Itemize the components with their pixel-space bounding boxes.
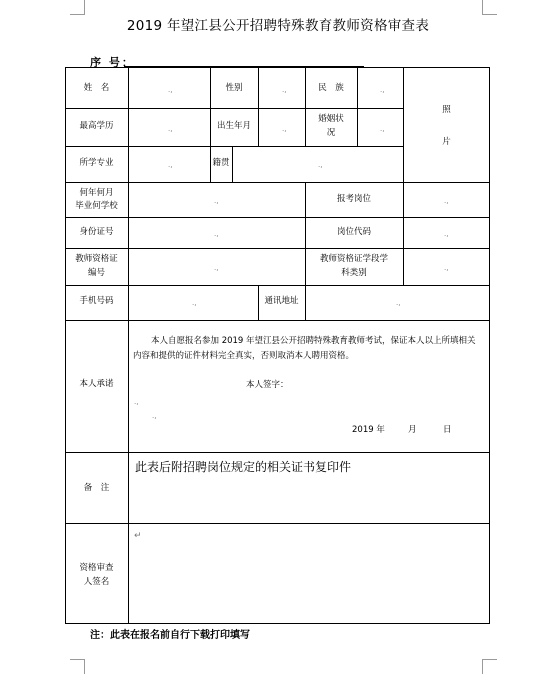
address-label: 通讯地址 — [264, 296, 299, 306]
cert-type-label: 科类别 — [341, 268, 367, 278]
cert-number-label: 教师资格证 — [75, 254, 118, 264]
footer-note: 注：此表在报名前自行下载打印填写 — [90, 630, 250, 641]
reviewer-label: 资格审查 — [79, 563, 114, 573]
cell-mark: ., — [152, 412, 157, 420]
page-corner-mark — [482, 0, 497, 15]
column-divider — [258, 67, 259, 146]
position-label: 报考岗位 — [336, 194, 371, 204]
marital-label: 婚姻状 — [318, 114, 344, 124]
graduation-label: 毕业何学校 — [75, 201, 118, 211]
document-title: 2019 年望江县公开招聘特殊教育教师资格审查表 — [126, 18, 430, 34]
position-code-label: 岗位代码 — [336, 227, 371, 237]
row-divider — [65, 146, 403, 147]
id-number-label: 身份证号 — [79, 227, 114, 237]
column-divider — [305, 285, 306, 320]
cert-type-label: 教师资格证学段学 — [319, 254, 388, 264]
cell-mark: ., — [214, 264, 219, 272]
cell-mark: ., — [282, 125, 287, 133]
commitment-label: 本人承诺 — [79, 379, 114, 389]
cell-mark: ., — [168, 86, 173, 94]
name-label: 姓 名 — [83, 83, 110, 93]
cell-mark: ., — [134, 398, 139, 406]
ethnicity-label: 民 族 — [318, 83, 344, 93]
cell-mark: ., — [444, 264, 449, 272]
remarks-text: 此表后附招聘岗位规定的相关证书复印件 — [135, 460, 352, 474]
cell-mark: ., — [168, 125, 173, 133]
cell-mark: ., — [192, 299, 197, 307]
origin-label: 籍贯 — [212, 158, 230, 168]
cell-mark: ., — [214, 230, 219, 238]
gender-label: 性别 — [225, 83, 243, 93]
remarks-label: 备 注 — [83, 483, 110, 493]
birth-label: 出生年月 — [216, 121, 251, 131]
commitment-text: 本人自愿报名参加 2019 年望江县公开招聘特殊教育教师考试，保证本人以上所填相关内容和提供的证件材料完全真实，否则取消本人聘用资格。 — [133, 336, 476, 361]
column-divider — [403, 67, 404, 182]
marital-label: 况 — [326, 128, 336, 138]
major-label: 所学专业 — [79, 158, 114, 168]
cell-mark: ., — [380, 86, 385, 94]
graduation-label: 何年何月 — [79, 188, 114, 198]
signature-label: 本人签字： — [246, 380, 289, 390]
page-corner-mark — [482, 659, 497, 674]
column-divider — [357, 67, 358, 146]
serial-label: 序 号： — [90, 56, 135, 69]
cell-mark: ., — [444, 230, 449, 238]
cell-mark: ., — [444, 197, 449, 205]
education-label: 最高学历 — [79, 121, 114, 131]
column-divider — [403, 182, 404, 285]
date-day: 日 — [443, 425, 452, 435]
date-month: 月 — [408, 425, 417, 435]
cell-mark: ., — [168, 161, 173, 169]
cell-mark: ., — [318, 161, 323, 169]
phone-label: 手机号码 — [79, 296, 114, 306]
cell-mark: ., — [214, 197, 219, 205]
date-year: 2019 年 — [352, 425, 385, 435]
page-corner-mark — [70, 0, 85, 15]
row-divider — [65, 108, 403, 109]
cell-mark: ., — [396, 299, 401, 307]
photo-label: 照 — [442, 105, 451, 115]
cell-mark: ., — [380, 125, 385, 133]
photo-label: 片 — [442, 137, 451, 147]
cert-number-label: 编号 — [87, 268, 105, 278]
column-divider — [128, 67, 129, 624]
cell-mark: ., — [282, 86, 287, 94]
reviewer-label: 人签名 — [83, 577, 110, 587]
column-divider — [232, 146, 233, 182]
return-mark: ↵ — [134, 531, 142, 541]
page-corner-mark — [70, 659, 85, 674]
